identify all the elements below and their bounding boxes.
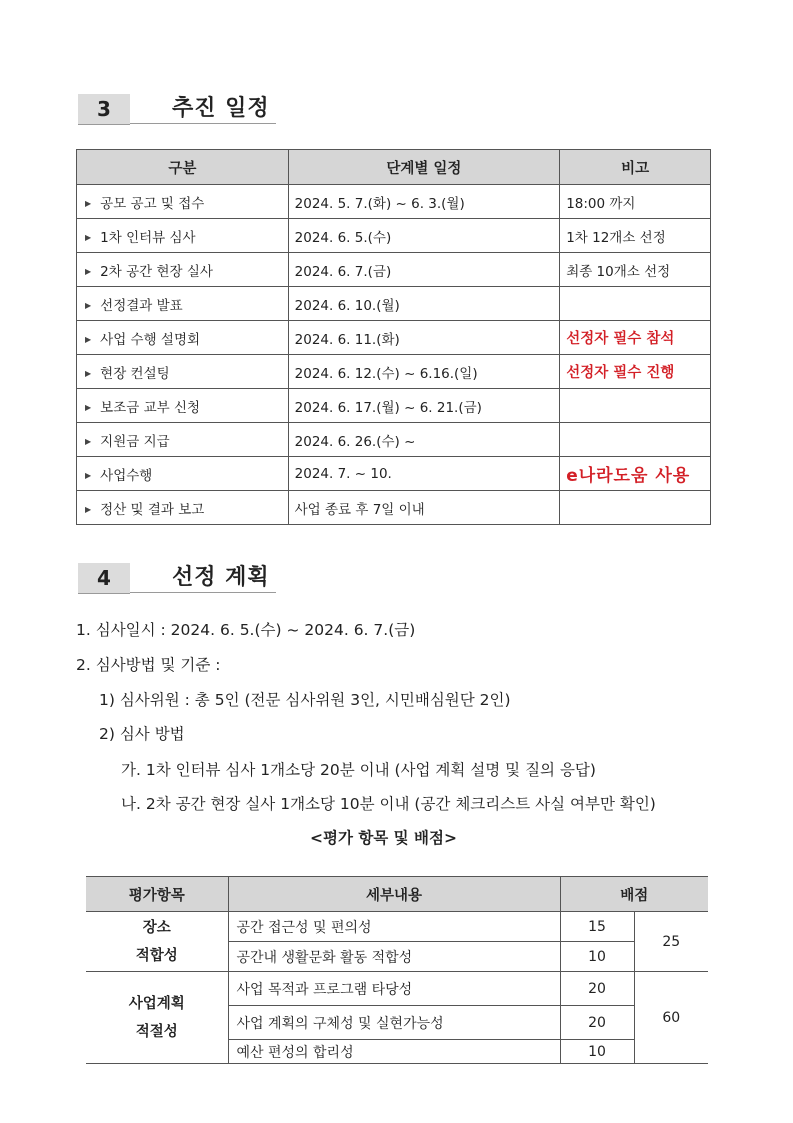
category-line: 장소: [142, 919, 171, 936]
schedule-item-label: 현장 컨설팅: [100, 365, 170, 382]
triangle-bullet-icon: ▶: [85, 437, 92, 446]
evaluation-row: [86, 912, 708, 942]
evaluation-caption: <평가 항목 및 배점>: [310, 829, 457, 847]
schedule-item-label: 사업 수행 설명회: [100, 331, 201, 348]
schedule-row: [77, 423, 711, 457]
schedule-note: e나라도움 사용: [560, 457, 711, 491]
section-number: 3: [78, 94, 130, 125]
category-line: 사업계획: [128, 995, 185, 1012]
schedule-date: 2024. 6. 7.(금): [288, 253, 560, 287]
evaluation-detail: 사업 목적과 프로그램 타당성: [228, 972, 560, 1006]
schedule-item-label: 정산 및 결과 보고: [100, 501, 205, 518]
schedule-date: 2024. 7. ~ 10.: [288, 457, 560, 491]
triangle-bullet-icon: ▶: [85, 233, 92, 242]
schedule-item-label: 보조금 교부 신청: [100, 399, 201, 416]
method-subheading: 2) 심사 방법: [99, 725, 185, 743]
schedule-row: [77, 491, 711, 525]
triangle-bullet-icon: ▶: [85, 369, 92, 378]
evaluation-score: 10: [560, 942, 634, 972]
triangle-bullet-icon: ▶: [85, 301, 92, 310]
schedule-note: 최종 10개소 선정: [560, 253, 711, 287]
section-title: 추진 일정: [172, 96, 270, 121]
schedule-item: [77, 457, 289, 491]
header-date: 단계별 일정: [288, 150, 560, 185]
schedule-date: 2024. 6. 12.(수) ~ 6.16.(일): [288, 355, 560, 389]
schedule-date: 2024. 6. 17.(월) ~ 6. 21.(금): [288, 389, 560, 423]
section-4-heading: [78, 563, 278, 595]
header-eval-item: 평가항목: [86, 877, 228, 912]
evaluation-score: 20: [560, 972, 634, 1006]
first-interview-line: 가. 1차 인터뷰 심사 1개소당 20분 이내 (사업 계획 설명 및 질의 응답): [121, 761, 596, 779]
triangle-bullet-icon: ▶: [85, 267, 92, 276]
schedule-row: [77, 355, 711, 389]
schedule-date: 2024. 6. 10.(월): [288, 287, 560, 321]
triangle-bullet-icon: ▶: [85, 471, 92, 480]
evaluation-category: [86, 972, 228, 1064]
section-number: 4: [78, 563, 130, 594]
schedule-item: [77, 321, 289, 355]
schedule-item-label: 사업수행: [100, 467, 153, 484]
category-line: 적절성: [135, 1023, 178, 1040]
section-3-heading: [78, 94, 278, 126]
schedule-note: [560, 423, 711, 457]
triangle-bullet-icon: ▶: [85, 403, 92, 412]
schedule-date: 2024. 6. 11.(화): [288, 321, 560, 355]
schedule-date: 2024. 6. 5.(수): [288, 219, 560, 253]
evaluation-total: 25: [634, 912, 708, 972]
schedule-item: [77, 185, 289, 219]
schedule-date: 2024. 6. 26.(수) ~: [288, 423, 560, 457]
review-method-line: 2. 심사방법 및 기준 :: [76, 656, 221, 674]
section-underline: [130, 592, 276, 593]
schedule-date: 2024. 5. 7.(화) ~ 6. 3.(월): [288, 185, 560, 219]
review-date-line: 1. 심사일시 : 2024. 6. 5.(수) ~ 2024. 6. 7.(금): [76, 621, 416, 639]
schedule-date: 사업 종료 후 7일 이내: [288, 491, 560, 525]
schedule-item-label: 1차 인터뷰 심사: [100, 229, 196, 246]
reviewers-line: 1) 심사위원 : 총 5인 (전문 심사위원 3인, 시민배심원단 2인): [99, 691, 511, 709]
evaluation-table: [86, 876, 708, 1064]
schedule-row: [77, 389, 711, 423]
triangle-bullet-icon: ▶: [85, 335, 92, 344]
triangle-bullet-icon: ▶: [85, 505, 92, 514]
evaluation-total: 60: [634, 972, 708, 1064]
schedule-item: [77, 253, 289, 287]
schedule-table: [76, 149, 711, 525]
header-eval-score: 배점: [560, 877, 708, 912]
section-underline: [130, 123, 276, 124]
header-eval-detail: 세부내용: [228, 877, 560, 912]
schedule-item-label: 지원금 지급: [100, 433, 170, 450]
schedule-item: [77, 491, 289, 525]
header-note: 비고: [560, 150, 711, 185]
evaluation-detail: 공간내 생활문화 활동 적합성: [228, 942, 560, 972]
triangle-bullet-icon: ▶: [85, 199, 92, 208]
schedule-item: [77, 287, 289, 321]
schedule-note: 선정자 필수 참석: [560, 321, 711, 355]
schedule-item: [77, 389, 289, 423]
schedule-row: [77, 287, 711, 321]
schedule-note: 1차 12개소 선정: [560, 219, 711, 253]
schedule-item-label: 2차 공간 현장 실사: [100, 263, 213, 280]
schedule-note: [560, 287, 711, 321]
schedule-header-row: [77, 150, 711, 185]
section-title: 선정 계획: [172, 565, 270, 590]
schedule-item: [77, 219, 289, 253]
evaluation-detail: 예산 편성의 합리성: [228, 1040, 560, 1064]
second-inspection-line: 나. 2차 공간 현장 실사 1개소당 10분 이내 (공간 체크리스트 사실 여부만 확인): [121, 795, 656, 813]
evaluation-header-row: [86, 877, 708, 912]
schedule-row: [77, 219, 711, 253]
evaluation-detail: 사업 계획의 구체성 및 실현가능성: [228, 1006, 560, 1040]
schedule-item-label: 선정결과 발표: [100, 297, 183, 314]
evaluation-row: [86, 972, 708, 1006]
evaluation-score: 15: [560, 912, 634, 942]
schedule-note: [560, 389, 711, 423]
schedule-row: [77, 253, 711, 287]
schedule-note: 선정자 필수 진행: [560, 355, 711, 389]
evaluation-category: [86, 912, 228, 972]
schedule-item: [77, 355, 289, 389]
evaluation-score: 20: [560, 1006, 634, 1040]
schedule-row: [77, 321, 711, 355]
evaluation-detail: 공간 접근성 및 편의성: [228, 912, 560, 942]
header-category: 구분: [77, 150, 289, 185]
evaluation-score: 10: [560, 1040, 634, 1064]
schedule-item-label: 공모 공고 및 접수: [100, 195, 205, 212]
schedule-row: [77, 457, 711, 491]
schedule-item: [77, 423, 289, 457]
category-line: 적합성: [135, 947, 178, 964]
schedule-note: 18:00 까지: [560, 185, 711, 219]
schedule-note: [560, 491, 711, 525]
schedule-row: [77, 185, 711, 219]
